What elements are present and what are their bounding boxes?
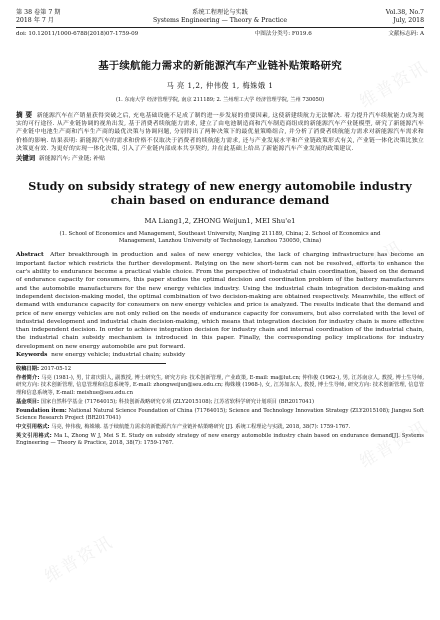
received-date: 2017-05-12	[40, 366, 72, 373]
footnote-fund	[16, 399, 424, 406]
watermark: 维普资讯	[331, 237, 408, 293]
doi-row	[16, 31, 424, 38]
affiliation-en: (1. School of Economics and Management, Southeast University, Nanjing 211189, China; 2. School of Economics and Management, Lanzhou University of Technology, Lanzhou 730050, China)	[59, 231, 381, 245]
received-label: 收稿日期:	[16, 366, 40, 373]
header-divider	[16, 27, 424, 28]
keywords-en-label: Keywords	[16, 351, 48, 358]
fund-text: 国家自然科学基金 (71764015); 科技创新战略研究专项 (ZLY2015108); 江苏省软科学研究计划项目 (BR2017041)	[40, 398, 315, 405]
volume-en: Vol.38, No.7	[385, 9, 424, 16]
volume-cn: 第 38 卷第 7 期	[16, 9, 61, 16]
keywords-cn-label: 关键词	[16, 154, 36, 163]
watermark: 维普资讯	[356, 417, 433, 473]
keywords-cn-text: 新能源汽车; 产业链; 补贴	[38, 156, 105, 163]
bio-label: 作者简介:	[16, 375, 40, 382]
abstract-en-text: After breakthrough in production and sales of new energy vehicles, the lack of charging infrastructure has become an important factor which restricts the further development. Relying on the new short-term can not be resolved, efforts to enhance the car's ability to endurance become a practical viable choice. From the perspective of industrial chain coordination, based on the demand of endurance capacity for consumers, this paper studies the optimal decision and coordination problem of the battery manufacturers and the automobile manufacturers for the new energy vehicles industry. Using the industrial chain integration decision-making and independent decision-making model, the optimal combination of two decision-making are obtained respectively. Meanwhile, the effect of demand with endurance capacity for consumers on new energy vehicles and price is analyzed. The results indicate that the demand and price of new energy vehicles are not only relied on the needs of endurance capacity for consumers, but also correlated with the level of industrial development and industrial chain decision-making, which means that integration decision for industry chain is more effective than independent decision. In order to achieve integration decision for industry chain and internal coordination of the industrial chain, the industrial chain subsidy mechanism is introduced in this paper. Finally, the corresponding policy implications for industry development on new energy automobile are put forward.	[16, 252, 424, 350]
doi: doi: 10.12011/1000-6788(2018)07-1759-09	[16, 31, 139, 37]
running-header-row-2	[16, 17, 424, 25]
footnote-cite-en	[16, 433, 424, 447]
abstract-en	[16, 251, 424, 351]
fund-label: 基金项目:	[16, 398, 40, 405]
watermark: 维普资讯	[356, 57, 433, 113]
watermark: 维普资讯	[41, 532, 118, 588]
journal-name-cn: 系统工程理论与实践	[192, 9, 248, 16]
foundation-text: National Natural Science Foundation of China (71764015); Science and Technology Innovation Strategy (ZLY2015108); Jiangsu Soft Science Research Project (BR2017041)	[16, 407, 424, 421]
cite-cn-label: 中文引用格式:	[16, 423, 50, 430]
abstract-cn-label: 摘 要	[16, 111, 33, 119]
cite-cn-text: 马亮, 仲伟俊, 梅姝娥. 基于续航能力需求的新能源汽车产业链补贴策略研究 [J]. 系统工程理论与实践, 2018, 38(7): 1759-1767.	[51, 423, 351, 430]
journal-name-en: Systems Engineering — Theory & Practice	[152, 17, 288, 24]
keywords-cn	[16, 154, 424, 163]
keywords-en-text: new energy vehicle; industrial chain; subsidy	[51, 351, 186, 358]
title-en: Study on subsidy strategy of new energy automobile industry chain based on endurance demand	[28, 179, 412, 208]
abstract-cn-text: 新能源汽车在产销量获得突破之后, 充电基础设施不足成了制约进一步发展的重要因素, 这使新建续航力无法解决. 着力提升汽车续航能力成为现实的可行途径. 从产业链协调的视角出发, 基于消费者续航能力需求, 建立了由电池制造商和汽车制造商组成的新能源汽车产业链模型, 研究了新能源汽车产业链中电池生产商和汽车生产商的最优决策与协调问题, 分别得出了两种决策下的最优量策略组合, 并分析了消费者续航能力需求对新能源汽车需求和价格的影响. 结果表明: 新能源汽车的需求和价格不仅取决于消费者的续航能力需求, 还与产业发展水平和产业链政策形式有关, 产业链一体化决策比独立决策更有效. 为更好的实现一体化决策, 引入了产业链内部成本共享契约, 并在此基础上给出了新能源汽车产业发展的政策建议.	[16, 113, 424, 152]
affiliation-cn: (1. 东南大学 经济管理学院, 南京 211189; 2. 兰州理工大学 经济管理学院, 兰州 730050)	[115, 97, 325, 103]
abstract-cn	[16, 111, 424, 153]
cite-en-label: 英文引用格式:	[16, 433, 52, 440]
foundation-label: Foundation item:	[16, 407, 67, 414]
footnote-foundation	[16, 408, 424, 422]
document-code: 文献标志码: A	[388, 31, 424, 37]
authors-cn: 马 亮 1,2, 仲伟俊 1, 梅姝娥 1	[166, 81, 274, 90]
title-cn: 基于续航能力需求的新能源汽车产业链补贴策略研究	[98, 60, 342, 72]
clc-number: 中图法分类号: F019.6	[254, 31, 312, 37]
footnote-cite-cn	[16, 424, 424, 431]
keywords-en	[16, 351, 424, 359]
abstract-en-label: Abstract	[16, 252, 44, 259]
footnote-received	[16, 366, 424, 373]
date-en: July, 2018	[393, 17, 424, 24]
footnote-divider	[16, 363, 166, 364]
bio-text: 马亮 (1981-), 男, 甘肃庆阳人, 副教授, 博士研究生, 研究方向: 技术创新管理, 产业政策, E-mail: ma@lut.cn; 仲伟俊 (1962-), 男, 江苏南京人, 教授, 博士生导师, 研究方向: 技术创新管理, 信息管理和信息系统等, E-mail: zhongweijun@seu.edu.cn; 梅姝娥 (1968-), 女, 江苏如东人, 教授, 博士生导师, 研究方向: 技术创新管理, 信息管理和信息系统等, E-mail: meishue@seu.edu.cn	[16, 375, 425, 396]
authors-en: MA Liang1,2, ZHONG Weijun1, MEI Shu'e1	[144, 217, 296, 226]
footnote-bio	[16, 375, 424, 396]
date-cn: 2018 年 7 月	[16, 17, 54, 24]
running-header-row-1	[16, 9, 424, 17]
cite-en-text: Ma L, Zhong W J, Mei S E. Study on subsidy strategy of new energy automobile industry chain based on endurance demand[J]. Systems Engineering — Theory & Practice, 2018, 38(7): 1759-1767.	[16, 433, 424, 447]
